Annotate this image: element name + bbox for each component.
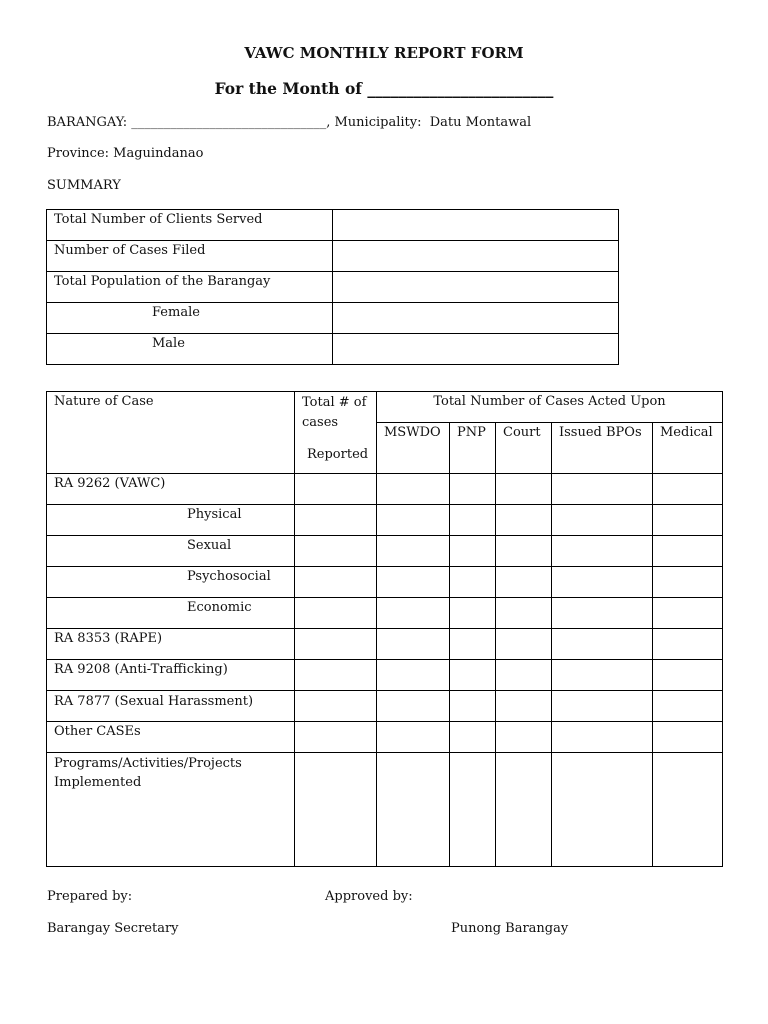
case-row [47, 722, 723, 753]
data-cell[interactable] [377, 474, 450, 505]
data-cell[interactable] [295, 691, 377, 722]
summary-table [46, 209, 619, 365]
data-cell[interactable] [496, 753, 552, 867]
total-header-line: Total # of [302, 395, 367, 410]
summary-label: Total Population of the Barangay [47, 272, 333, 303]
data-cell[interactable] [653, 474, 723, 505]
summary-value-cell[interactable] [333, 272, 619, 303]
data-cell[interactable] [450, 505, 496, 536]
subheader-pnp: PNP [450, 423, 496, 474]
data-cell[interactable] [377, 691, 450, 722]
case-label: Programs/Activities/Projects Implemented [47, 753, 295, 867]
data-cell[interactable] [552, 691, 653, 722]
summary-value-cell[interactable] [333, 334, 619, 365]
data-cell[interactable] [496, 691, 552, 722]
case-label: RA 8353 (RAPE) [47, 629, 295, 660]
data-cell[interactable] [450, 660, 496, 691]
total-header-line: Reported [307, 447, 369, 462]
case-label: Sexual [47, 536, 295, 567]
case-label: Other CASEs [47, 722, 295, 753]
data-cell[interactable] [653, 722, 723, 753]
data-cell[interactable] [377, 567, 450, 598]
data-cell[interactable] [377, 629, 450, 660]
data-cell[interactable] [552, 660, 653, 691]
data-cell[interactable] [552, 629, 653, 660]
case-row [47, 505, 723, 536]
subheader-medical: Medical [653, 423, 723, 474]
data-cell[interactable] [377, 722, 450, 753]
summary-row [47, 303, 619, 334]
case-row [47, 598, 723, 629]
data-cell[interactable] [377, 505, 450, 536]
case-row [47, 660, 723, 691]
total-reported-header [295, 392, 377, 474]
data-cell[interactable] [496, 567, 552, 598]
nature-header: Nature of Case [47, 392, 295, 474]
province-line: Province: Maguindanao [47, 146, 204, 161]
case-label: RA 9208 (Anti-Trafficking) [47, 660, 295, 691]
case-row [47, 691, 723, 722]
data-cell[interactable] [295, 567, 377, 598]
data-cell[interactable] [295, 598, 377, 629]
data-cell[interactable] [496, 629, 552, 660]
month-label: For the Month of ________________________ [214, 79, 554, 98]
data-cell[interactable] [552, 536, 653, 567]
data-cell[interactable] [653, 536, 723, 567]
data-cell[interactable] [552, 753, 653, 867]
data-cell[interactable] [653, 629, 723, 660]
data-cell[interactable] [377, 536, 450, 567]
data-cell[interactable] [450, 567, 496, 598]
summary-label: Number of Cases Filed [47, 241, 333, 272]
data-cell[interactable] [450, 598, 496, 629]
data-cell[interactable] [295, 629, 377, 660]
data-cell[interactable] [450, 536, 496, 567]
data-cell[interactable] [496, 722, 552, 753]
data-cell[interactable] [552, 722, 653, 753]
data-cell[interactable] [295, 753, 377, 867]
data-cell[interactable] [295, 474, 377, 505]
barangay-line: BARANGAY: ______________________________, Municipality: Datu Montawal [47, 115, 532, 130]
data-cell[interactable] [653, 567, 723, 598]
case-row [47, 567, 723, 598]
approver-title: Punong Barangay [451, 921, 569, 936]
preparer-title: Barangay Secretary [47, 921, 179, 936]
data-cell[interactable] [450, 629, 496, 660]
case-row [47, 629, 723, 660]
subheader-issued-bpos: Issued BPOs [552, 423, 653, 474]
data-cell[interactable] [450, 722, 496, 753]
case-label: Economic [47, 598, 295, 629]
summary-label: Total Number of Clients Served [47, 210, 333, 241]
data-cell[interactable] [295, 722, 377, 753]
case-row [47, 474, 723, 505]
data-cell[interactable] [377, 660, 450, 691]
summary-row [47, 210, 619, 241]
subheader-court: Court [496, 423, 552, 474]
data-cell[interactable] [653, 598, 723, 629]
case-label: Physical [47, 505, 295, 536]
case-label: Psychosocial [47, 567, 295, 598]
data-cell[interactable] [450, 691, 496, 722]
data-cell[interactable] [450, 474, 496, 505]
data-cell[interactable] [496, 660, 552, 691]
data-cell[interactable] [377, 753, 450, 867]
case-label: RA 7877 (Sexual Harassment) [47, 691, 295, 722]
data-cell[interactable] [552, 505, 653, 536]
case-row [47, 753, 723, 867]
data-cell[interactable] [496, 474, 552, 505]
data-cell[interactable] [496, 536, 552, 567]
data-cell[interactable] [496, 598, 552, 629]
header-row [47, 392, 723, 423]
data-cell[interactable] [295, 505, 377, 536]
summary-row [47, 241, 619, 272]
data-cell[interactable] [450, 753, 496, 867]
case-row [47, 536, 723, 567]
subheader-mswdo: MSWDO [377, 423, 450, 474]
data-cell[interactable] [496, 505, 552, 536]
data-cell[interactable] [552, 474, 653, 505]
summary-value-cell[interactable] [333, 210, 619, 241]
summary-row [47, 334, 619, 365]
summary-value-cell[interactable] [333, 303, 619, 334]
total-header-line: cases [302, 415, 339, 430]
data-cell[interactable] [653, 505, 723, 536]
data-cell[interactable] [377, 598, 450, 629]
summary-label: Male [47, 334, 333, 365]
prepared-by-label: Prepared by: [47, 889, 133, 904]
data-cell[interactable] [653, 660, 723, 691]
data-cell[interactable] [295, 536, 377, 567]
summary-row [47, 272, 619, 303]
acted-upon-header: Total Number of Cases Acted Upon [377, 392, 723, 423]
data-cell[interactable] [295, 660, 377, 691]
approved-by-label: Approved by: [325, 889, 413, 904]
form-title: VAWC MONTHLY REPORT FORM [244, 44, 524, 62]
summary-value-cell[interactable] [333, 241, 619, 272]
summary-label: Female [47, 303, 333, 334]
data-cell[interactable] [552, 567, 653, 598]
cases-table [46, 391, 723, 867]
case-label: RA 9262 (VAWC) [47, 474, 295, 505]
data-cell[interactable] [552, 598, 653, 629]
summary-heading: SUMMARY [47, 178, 121, 193]
data-cell[interactable] [653, 753, 723, 867]
data-cell[interactable] [653, 691, 723, 722]
